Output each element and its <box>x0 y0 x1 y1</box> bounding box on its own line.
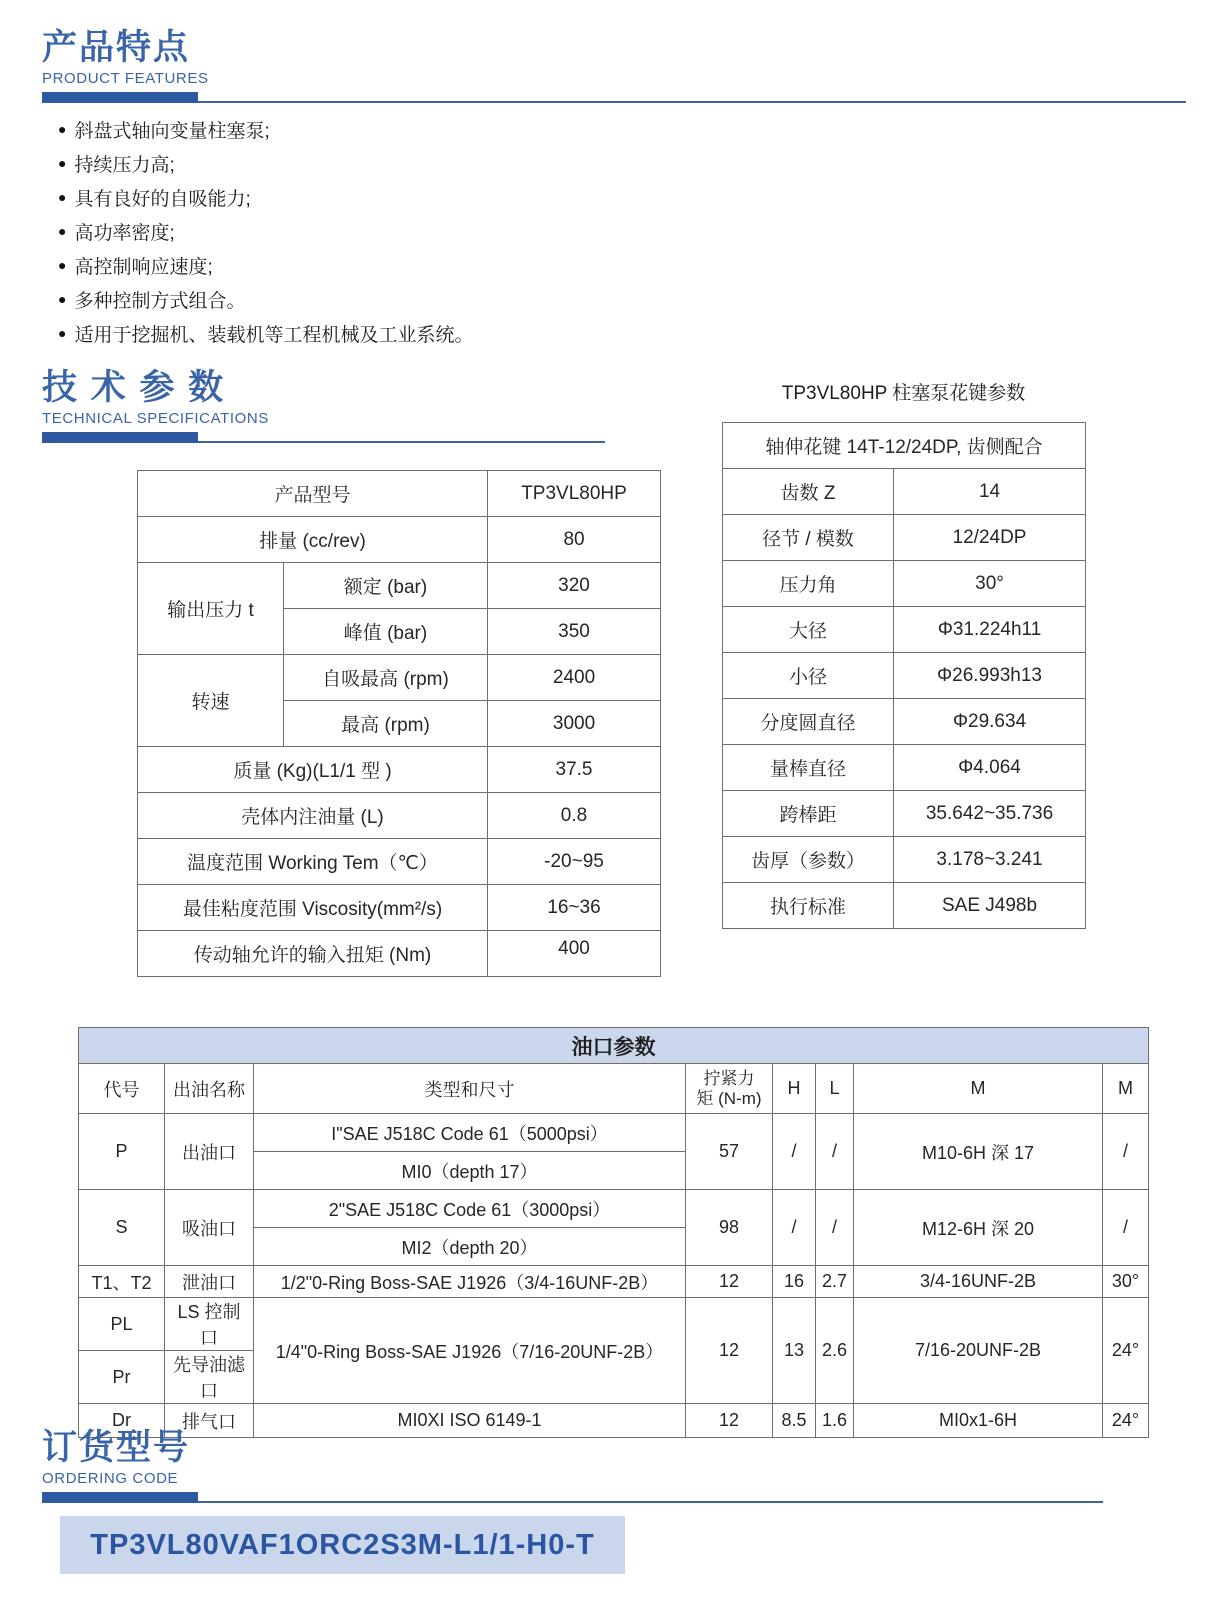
port-type-cell: MI0XI ISO 6149-1 <box>254 1404 686 1438</box>
port-m2-cell: 24° <box>1103 1404 1149 1438</box>
feature-item <box>58 316 473 350</box>
bullet-icon: ● <box>58 325 67 341</box>
port-type-cell: MI0（depth 17） <box>254 1152 686 1190</box>
port-m2-cell: 30° <box>1103 1266 1149 1298</box>
port-code-cell: T1、T2 <box>79 1266 165 1298</box>
port-type-cell: I"SAE J518C Code 61（5000psi） <box>254 1114 686 1152</box>
port-m-cell: M10-6H 深 17 <box>854 1114 1103 1190</box>
spec-value-cell: 2400 <box>488 655 661 701</box>
ordering-code-text: TP3VL80VAF1ORC2S3M-L1/1-H0-T <box>90 1528 595 1561</box>
spline-table <box>722 422 1086 929</box>
spec-value-cell: 3000 <box>488 701 661 747</box>
spline-value-cell: 35.642~35.736 <box>894 791 1086 837</box>
spline-value-cell: 3.178~3.241 <box>894 837 1086 883</box>
port-header-m: M <box>854 1064 1103 1114</box>
port-code-cell: Pr <box>79 1351 165 1404</box>
port-l-cell: / <box>816 1114 854 1190</box>
feature-item <box>58 214 473 248</box>
ordering-title-zh: 订货型号 <box>42 1428 191 1467</box>
port-torque-cell: 57 <box>686 1114 773 1190</box>
port-h-cell: / <box>773 1190 816 1266</box>
specs-title-zh: 技 术 参 数 <box>42 368 226 407</box>
spline-value-cell: Φ29.634 <box>894 699 1086 745</box>
port-name-cell: 泄油口 <box>165 1266 254 1298</box>
spec-value-cell: 80 <box>488 517 661 563</box>
spec-value-cell: 16~36 <box>488 885 661 931</box>
bullet-icon: ● <box>58 223 67 239</box>
feature-text: 斜盘式轴向变量柱塞泵; <box>74 120 270 142</box>
feature-item <box>58 112 473 146</box>
spec-label-cell: 产品型号 <box>138 471 488 517</box>
feature-text: 持续压力高; <box>74 154 175 176</box>
spline-label-cell: 齿数 Z <box>723 469 894 515</box>
port-h-cell: 13 <box>773 1298 816 1404</box>
spec-value-cell: TP3VL80HP <box>488 471 661 517</box>
rule-line <box>198 441 605 443</box>
main-spec-table <box>137 470 661 977</box>
feature-text: 多种控制方式组合。 <box>74 290 246 312</box>
port-table <box>78 1027 1149 1438</box>
ordering-rule <box>42 1492 1103 1503</box>
spec-value-cell: 400 <box>488 931 661 977</box>
port-h-cell: 16 <box>773 1266 816 1298</box>
port-header-h: H <box>773 1064 816 1114</box>
port-m-cell: 3/4-16UNF-2B <box>854 1266 1103 1298</box>
spec-label-cell: 传动轴允许的输入扭矩 (Nm) <box>138 931 488 977</box>
ordering-title-en: ORDERING CODE <box>42 1470 179 1488</box>
spec-label-cell: 温度范围 Working Tem（℃） <box>138 839 488 885</box>
features-title-zh: 产品特点 <box>42 28 191 67</box>
port-torque-cell: 98 <box>686 1190 773 1266</box>
port-code-cell: S <box>79 1190 165 1266</box>
spec-value-cell: 0.8 <box>488 793 661 839</box>
ordering-code-box <box>60 1516 625 1574</box>
spline-label-cell: 跨棒距 <box>723 791 894 837</box>
port-header-code: 代号 <box>79 1064 165 1114</box>
feature-item <box>58 248 473 282</box>
port-torque-cell: 12 <box>686 1404 773 1438</box>
spec-label-cell: 排量 (cc/rev) <box>138 517 488 563</box>
port-code-cell: Dr <box>79 1404 165 1438</box>
rule-line <box>198 1501 1103 1503</box>
features-title-en: PRODUCT FEATURES <box>42 70 209 88</box>
spline-label-cell: 分度圆直径 <box>723 699 894 745</box>
spline-value-cell: 14 <box>894 469 1086 515</box>
spline-value-cell: Φ4.064 <box>894 745 1086 791</box>
spline-label-cell: 压力角 <box>723 561 894 607</box>
port-torque-cell: 12 <box>686 1298 773 1404</box>
port-m2-cell: / <box>1103 1190 1149 1266</box>
spec-label-cell: 最高 (rpm) <box>284 701 488 747</box>
rule-line <box>198 101 1186 103</box>
spec-label-cell: 峰值 (bar) <box>284 609 488 655</box>
specs-title-en: TECHNICAL SPECIFICATIONS <box>42 410 269 428</box>
port-type-cell: 2"SAE J518C Code 61（3000psi） <box>254 1190 686 1228</box>
port-l-cell: / <box>816 1190 854 1266</box>
port-m2-cell: 24° <box>1103 1298 1149 1404</box>
spec-group-cell: 转速 <box>138 655 284 747</box>
feature-text: 适用于挖掘机、装载机等工程机械及工业系统。 <box>74 324 474 346</box>
port-h-cell: / <box>773 1114 816 1190</box>
spline-header-cell: 轴伸花键 14T-12/24DP, 齿侧配合 <box>723 423 1086 469</box>
spec-label-cell: 最佳粘度范围 Viscosity(mm²/s) <box>138 885 488 931</box>
spec-label-cell: 额定 (bar) <box>284 563 488 609</box>
port-m-cell: MI0x1-6H <box>854 1404 1103 1438</box>
port-l-cell: 2.7 <box>816 1266 854 1298</box>
spline-value-cell: 30° <box>894 561 1086 607</box>
rule-bar <box>42 1492 198 1503</box>
port-header-type: 类型和尺寸 <box>254 1064 686 1114</box>
spec-value-cell: 320 <box>488 563 661 609</box>
port-name-cell: 出油口 <box>165 1114 254 1190</box>
spline-label-cell: 量棒直径 <box>723 745 894 791</box>
specs-header <box>42 368 605 443</box>
spline-label-cell: 小径 <box>723 653 894 699</box>
ordering-header <box>42 1428 1103 1503</box>
port-name-cell: 先导油滤口 <box>165 1351 254 1404</box>
port-name-cell: LS 控制口 <box>165 1298 254 1351</box>
spec-label-cell: 质量 (Kg)(L1/1 型 ) <box>138 747 488 793</box>
port-type-cell: MI2（depth 20） <box>254 1228 686 1266</box>
spline-value-cell: Φ26.993h13 <box>894 653 1086 699</box>
bullet-icon: ● <box>58 155 67 171</box>
port-m-cell: M12-6H 深 20 <box>854 1190 1103 1266</box>
spec-value-cell: 37.5 <box>488 747 661 793</box>
port-code-cell: P <box>79 1114 165 1190</box>
port-header-name: 出油名称 <box>165 1064 254 1114</box>
spline-value-cell: SAE J498b <box>894 883 1086 929</box>
spec-group-cell: 输出压力 t <box>138 563 284 655</box>
spline-table-title: TP3VL80HP 柱塞泵花键参数 <box>781 383 1026 404</box>
port-header-torque: 拧紧力 矩 (N-m) <box>686 1064 773 1114</box>
feature-text: 高功率密度; <box>74 222 175 244</box>
feature-item <box>58 146 473 180</box>
feature-item <box>58 180 473 214</box>
features-rule <box>42 92 1186 103</box>
bullet-icon: ● <box>58 291 67 307</box>
spline-value-cell: Φ31.224h11 <box>894 607 1086 653</box>
feature-list <box>58 112 473 350</box>
port-header-m2: M <box>1103 1064 1149 1114</box>
port-torque-cell: 12 <box>686 1266 773 1298</box>
spline-label-cell: 执行标准 <box>723 883 894 929</box>
bullet-icon: ● <box>58 257 67 273</box>
port-h-cell: 8.5 <box>773 1404 816 1438</box>
specs-rule <box>42 432 605 443</box>
rule-bar <box>42 432 198 443</box>
port-type-cell: 1/2"0-Ring Boss-SAE J1926（3/4-16UNF-2B） <box>254 1266 686 1298</box>
features-header <box>42 28 1186 103</box>
bullet-icon: ● <box>58 121 67 137</box>
feature-item <box>58 282 473 316</box>
port-l-cell: 1.6 <box>816 1404 854 1438</box>
port-code-cell: PL <box>79 1298 165 1351</box>
spec-label-cell: 壳体内注油量 (L) <box>138 793 488 839</box>
spline-label-cell: 径节 / 模数 <box>723 515 894 561</box>
port-table-title: 油口参数 <box>79 1028 1149 1064</box>
port-m2-cell: / <box>1103 1114 1149 1190</box>
port-name-cell: 吸油口 <box>165 1190 254 1266</box>
port-name-cell: 排气口 <box>165 1404 254 1438</box>
rule-bar <box>42 92 198 103</box>
spline-label-cell: 大径 <box>723 607 894 653</box>
spline-value-cell: 12/24DP <box>894 515 1086 561</box>
spec-label-cell: 自吸最高 (rpm) <box>284 655 488 701</box>
spline-label-cell: 齿厚（参数） <box>723 837 894 883</box>
port-header-l: L <box>816 1064 854 1114</box>
bullet-icon: ● <box>58 189 67 205</box>
spec-value-cell: -20~95 <box>488 839 661 885</box>
port-l-cell: 2.6 <box>816 1298 854 1404</box>
port-m-cell: 7/16-20UNF-2B <box>854 1298 1103 1404</box>
feature-text: 高控制响应速度; <box>74 256 213 278</box>
feature-text: 具有良好的自吸能力; <box>74 188 251 210</box>
spec-value-cell: 350 <box>488 609 661 655</box>
port-type-cell: 1/4"0-Ring Boss-SAE J1926（7/16-20UNF-2B） <box>254 1298 686 1404</box>
